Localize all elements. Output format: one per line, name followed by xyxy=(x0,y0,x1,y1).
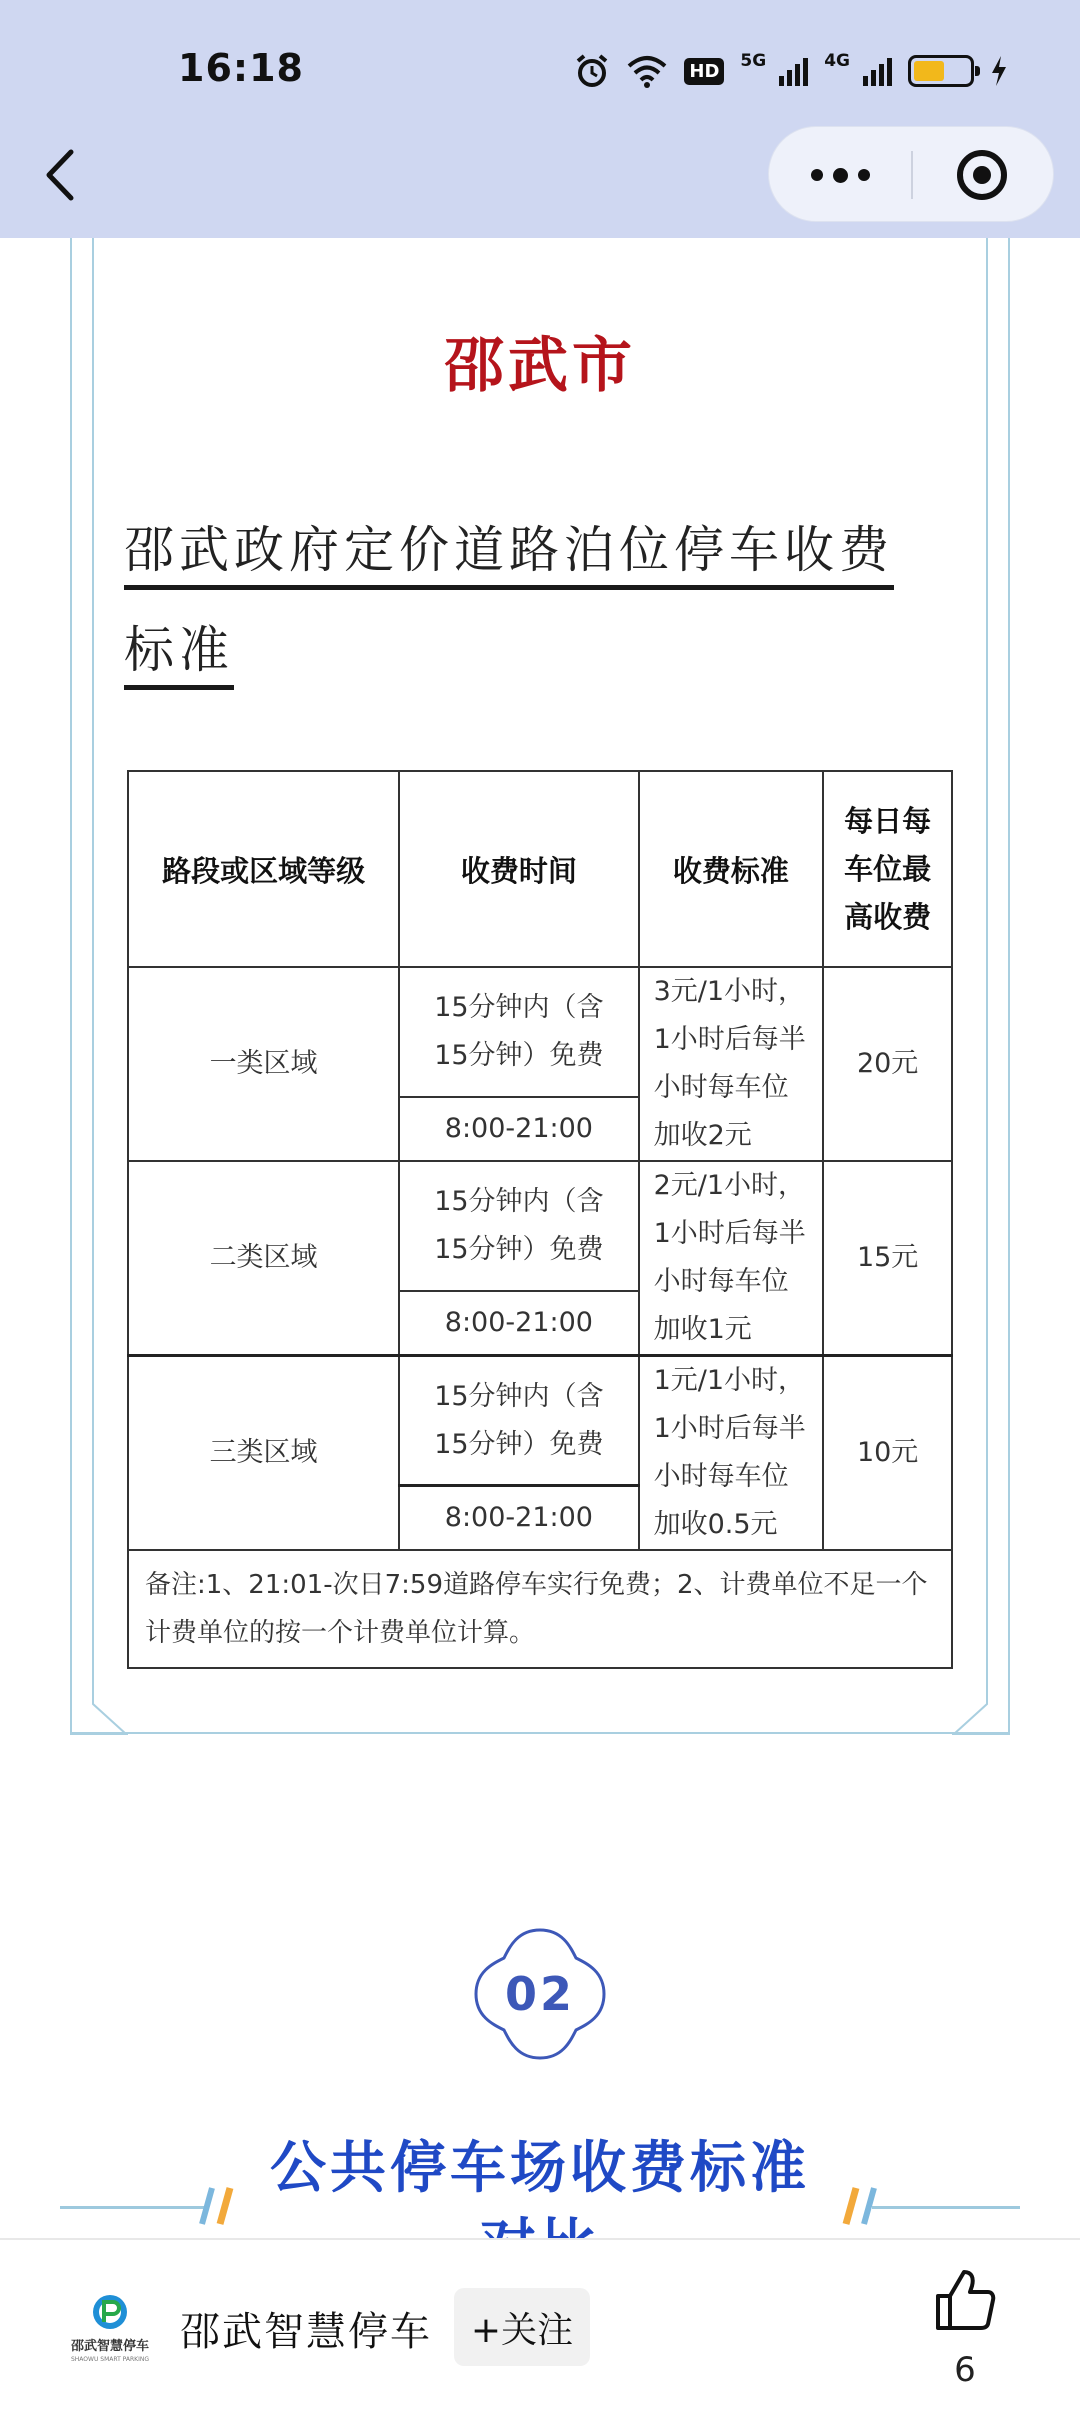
hours-cell: 8:00-21:00 xyxy=(399,1291,638,1355)
back-arrow-icon xyxy=(45,149,75,201)
follow-button[interactable]: +关注 xyxy=(454,2288,590,2366)
mini-program-capsule xyxy=(768,126,1054,222)
more-button[interactable] xyxy=(769,127,912,223)
signal-4g-icon xyxy=(862,56,892,86)
frame-bottom xyxy=(70,1732,1010,1734)
status-time: 16:18 xyxy=(178,46,304,90)
status-icons xyxy=(574,50,1008,92)
daily-max-cell: 15元 xyxy=(823,1161,952,1356)
frame-right-inner xyxy=(986,238,988,1668)
header-standard: 收费标准 xyxy=(639,771,824,967)
header-daily-max: 每日每车位最高收费 xyxy=(823,771,952,967)
signal-5g-icon xyxy=(778,56,808,86)
like-count: 6 xyxy=(954,2350,976,2390)
section-title: 公共停车场收费标准 xyxy=(270,2136,810,2201)
header-hours: 收费时间 xyxy=(399,771,638,967)
hd-icon: HD xyxy=(684,58,724,85)
city-title: 邵武市 xyxy=(444,331,636,401)
table-row xyxy=(128,1356,952,1486)
bottom-bar xyxy=(0,2238,1080,2412)
table-row xyxy=(128,967,952,1097)
parking-fee-table xyxy=(127,770,953,1669)
free-period-cell: 15分钟内（含15分钟）免费 xyxy=(399,1356,638,1486)
account-logo-text: 邵武智慧停车 xyxy=(70,2339,150,2354)
alarm-icon xyxy=(574,53,610,89)
daily-max-cell: 20元 xyxy=(823,967,952,1161)
standard-cell: 2元/1小时，1小时后每半小时每车位加收1元 xyxy=(639,1161,824,1356)
standard-cell: 1元/1小时，1小时后每半小时每车位加收0.5元 xyxy=(639,1356,824,1551)
account-name[interactable]: 邵武智慧停车 xyxy=(180,2309,432,2355)
free-period-cell: 15分钟内（含15分钟）免费 xyxy=(399,967,638,1097)
table-header-row xyxy=(128,771,952,967)
daily-max-cell: 10元 xyxy=(823,1356,952,1551)
account-logo[interactable] xyxy=(62,2292,158,2364)
standard-cell: 3元/1小时，1小时后每半小时每车位加收2元 xyxy=(639,967,824,1161)
frame-right-outer xyxy=(1008,238,1010,1696)
zone-cell: 二类区域 xyxy=(128,1161,399,1356)
table-note: 备注:1、21:01-次日7:59道路停车实行免费；2、计费单位不足一个计费单位的按一个计费单位计算。 xyxy=(128,1550,952,1668)
like-icon[interactable] xyxy=(934,2268,996,2332)
zone-cell: 三类区域 xyxy=(128,1356,399,1551)
frame-left-outer xyxy=(70,238,72,1696)
signal-5g-label: 5G xyxy=(740,51,767,71)
frame-left-inner xyxy=(92,238,94,1668)
zone-cell: 一类区域 xyxy=(128,967,399,1161)
table-note-row xyxy=(128,1550,952,1668)
hours-cell: 8:00-21:00 xyxy=(399,1097,638,1161)
target-icon xyxy=(955,148,1009,202)
back-button[interactable] xyxy=(30,140,90,210)
section-number: 02 xyxy=(504,1967,575,2021)
frame-corner-right xyxy=(950,1658,1010,1736)
article-heading xyxy=(124,500,934,700)
header-zone: 路段或区域等级 xyxy=(128,771,399,967)
deco-line-left xyxy=(60,2206,208,2209)
battery-fill xyxy=(914,61,944,81)
article-heading-text: 邵武政府定价道路泊位停车收费标准 xyxy=(124,521,894,690)
frame-corner-left xyxy=(70,1658,130,1736)
battery-icon xyxy=(908,55,974,87)
table-row xyxy=(128,1161,952,1291)
free-period-cell: 15分钟内（含15分钟）免费 xyxy=(399,1161,638,1291)
more-dots-icon xyxy=(811,169,823,181)
signal-4g-label: 4G xyxy=(824,51,850,71)
account-logo-subtext: SHAOWU SMART PARKING xyxy=(70,2356,150,2363)
deco-line-right xyxy=(872,2206,1020,2209)
hours-cell: 8:00-21:00 xyxy=(399,1486,638,1550)
section-title-continued xyxy=(0,2218,1080,2240)
charging-icon xyxy=(990,55,1008,87)
top-bar xyxy=(0,0,1080,238)
close-mini-program-button[interactable] xyxy=(910,127,1053,223)
wifi-icon xyxy=(626,54,668,88)
